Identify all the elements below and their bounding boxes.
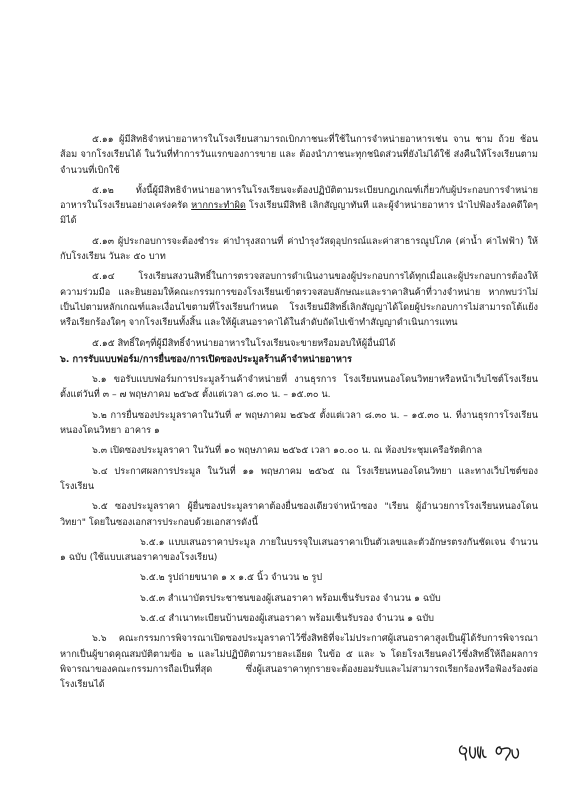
clause-5-12-text-a: ๕.๑๒ ทั้งนี้ผู้มีสิทธิจำหน่ายอาหารในโรงเรียนจะต้องปฏิบัติตามระเบียบกฎเกณฑ์เกี่ยวกับผู้ประกอบการจำหน่ายอาหารในโรงเรียนอย่างเคร่งครัด [60, 184, 538, 212]
clause-5-15: ๕.๑๕ สิทธิ์ใดๆที่ผู้มีสิทธิ์จำหน่ายอาหารในโรงเรียนจะขายหรือมอบให้ผู้อื่นมิได้ [92, 337, 396, 349]
clause-6-5-2: ๖.๕.๒ รูปถ่ายขนาด ๑ x ๑.๕ นิ้ว จำนวน ๒ รูป [140, 572, 323, 584]
clause-6-4: ๖.๔ ประกาศผลการประมูล ในวันที่ ๑๑ พฤษภาคม ๒๕๖๕ ณ โรงเรียนหนองโดนวิทยา และทางเว็บไซต์ของโรงเรียน [60, 465, 538, 492]
clause-6-3: ๖.๓ เปิดซองประมูลราคา ในวันที่ ๑๐ พฤษภาคม ๒๕๖๕ เวลา ๑๐.๐๐ น. ณ ห้องประชุมเครือรัตติกาล [92, 445, 483, 457]
clause-6-5-1: ๖.๕.๑ แบบเสนอราคาประมูล ภายในบรรจุใบเสนอราคาเป็นตัวเลขและตัวอักษรตรงกันชัดเจน จำนวน ๑ ฉบับ (ใช้แบบเสนอราคาของโรงเรียน) [60, 536, 538, 564]
clause-5-14: ๕.๑๔ โรงเรียนสงวนสิทธิ์ในการตรวจสอบการดำเนินงานของผู้ประกอบการได้ทุกเมื่อและผู้ประกอบการต้องให้ความร่วมมือ และยินยอมให้คณะกรรมการของโรงเรียนเข้าตรวจสอบลักษณะและราคาสินค้าที่วางจำหน่าย หากพบว่าไม่เป็นไปตามหลักเกณฑ์และเงื่อนไขตามที่โรงเรียนกำหนด โรงเรียนมีสิทธิ์เลิกสัญญาได้โดยผู้ประกอบการไม่สามารถโต้แย้งหรือเรียกร้องใดๆ จากโรงเรียนทั้งสิ้น และให้ผู้เสนอราคาได้ในลำดับถัดไปเข้าทำสัญญาดำเนินการแทน [60, 271, 538, 329]
document-body [60, 132, 538, 693]
clause-5-12 [60, 183, 538, 229]
handwritten-signature [456, 738, 536, 764]
clause-6-5-4: ๖.๕.๔ สำเนาทะเบียนบ้านของผู้เสนอราคา พร้อมเซ็นรับรอง จำนวน ๑ ฉบับ [140, 613, 434, 625]
clause-6-5-3: ๖.๕.๓ สำเนาบัตรประชาชนของผู้เสนอราคา พร้อมเซ็นรับรอง จำนวน ๑ ฉบับ [140, 592, 441, 604]
clause-6-1: ๖.๑ ขอรับแบบฟอร์มการประมูลร้านค้าจำหน่ายที่ งานธุรการ โรงเรียนหนองโดนวิทยาหรือหน้าเว็บไซต์โรงเรียนตั้งแต่วันที่ ๓ – ๗ พฤษภาคม ๒๕๖๕ ตั้งแต่เวลา ๘.๓๐ น. – ๑๕.๓๐ น. [60, 374, 538, 401]
clause-6-2: ๖.๒ การยื่นซองประมูลราคาในวันที่ ๙ พฤษภาคม ๒๕๖๕ ตั้งแต่เวลา ๘.๓๐ น. – ๑๕.๓๐ น. ที่งานธุรการโรงเรียนหนองโดนวิทยา อาคาร ๑ [60, 409, 538, 437]
clause-6-6: ๖.๖ คณะกรรมการพิจารณาเปิดซองประมูลราคาไว้ซึ่งสิทธิที่จะไม่ประกาศผู้เสนอราคาสูงเป็นผู้ได้รับการพิจารณา หากเป็นผู้ขาดคุณสมบัติตามข้อ ๒ และไม่ปฏิบัติตามรายละเอียด ในข้อ ๕ และ ๖ โดยโรงเรียนคงไว้ซึ่งสิทธิ์ให้ถือผลการพิจารณาของคณะกรรมการถือเป็นที่สุด ซึ่งผู้เสนอราคาทุกรายจะต้องยอมรับและไม่สามารถเรียกร้องหรือฟ้องร้องต่อโรงเรียนได้ [60, 633, 538, 691]
section-6-heading: ๖. การรับแบบฟอร์ม/การยื่นซอง/การเปิดซองประมูลร้านค้าจำหน่ายอาหาร [60, 353, 352, 365]
clause-5-13: ๕.๑๓ ผู้ประกอบการจะต้องชำระ ค่าบำรุงสถานที่ ค่าบำรุงวัสดุอุปกรณ์และค่าสาธารณูปโภค (ค่าน้ำ ค่าไฟฟ้า) ให้กับโรงเรียน วันละ ๕๐ บาท [60, 235, 538, 263]
clause-5-12-text-b: โรงเรียนมีสิทธิ เลิกสัญญาทันที และผู้จำหน่ายอาหาร นำไปฟ้องร้องคดีใดๆ มิได้ [60, 200, 538, 227]
clause-6-5: ๖.๕ ซองประมูลราคา ผู้ยื่นซองประมูลราคาต้องยื่นซองเดียวจ่าหน้าซอง "เรียน ผู้อำนวยการโรงเรียนหนองโดนวิทยา" โดยในซองเอกสารประกอบด้วยเอกสารดังนี้ [60, 501, 538, 528]
clause-5-12-underlined: หากกระทำผิด [191, 200, 246, 212]
clause-5-11: ๕.๑๑ ผู้มีสิทธิจำหน่ายอาหารในโรงเรียนสามารถเบิกภาชนะที่ใช้ในการจำหน่ายอาหารเช่น จาน ชาม ถ้วย ช้อน ส้อม จากโรงเรียนได้ ในวันที่ทำการวันแรกของการขาย และ ต้องนำภาชนะทุกชนิดส่วนที่ยังไม่ได้ใช้ ส่งคืนให้โรงเรียนตามจำนวนที่เบิกใช้ [60, 134, 538, 176]
